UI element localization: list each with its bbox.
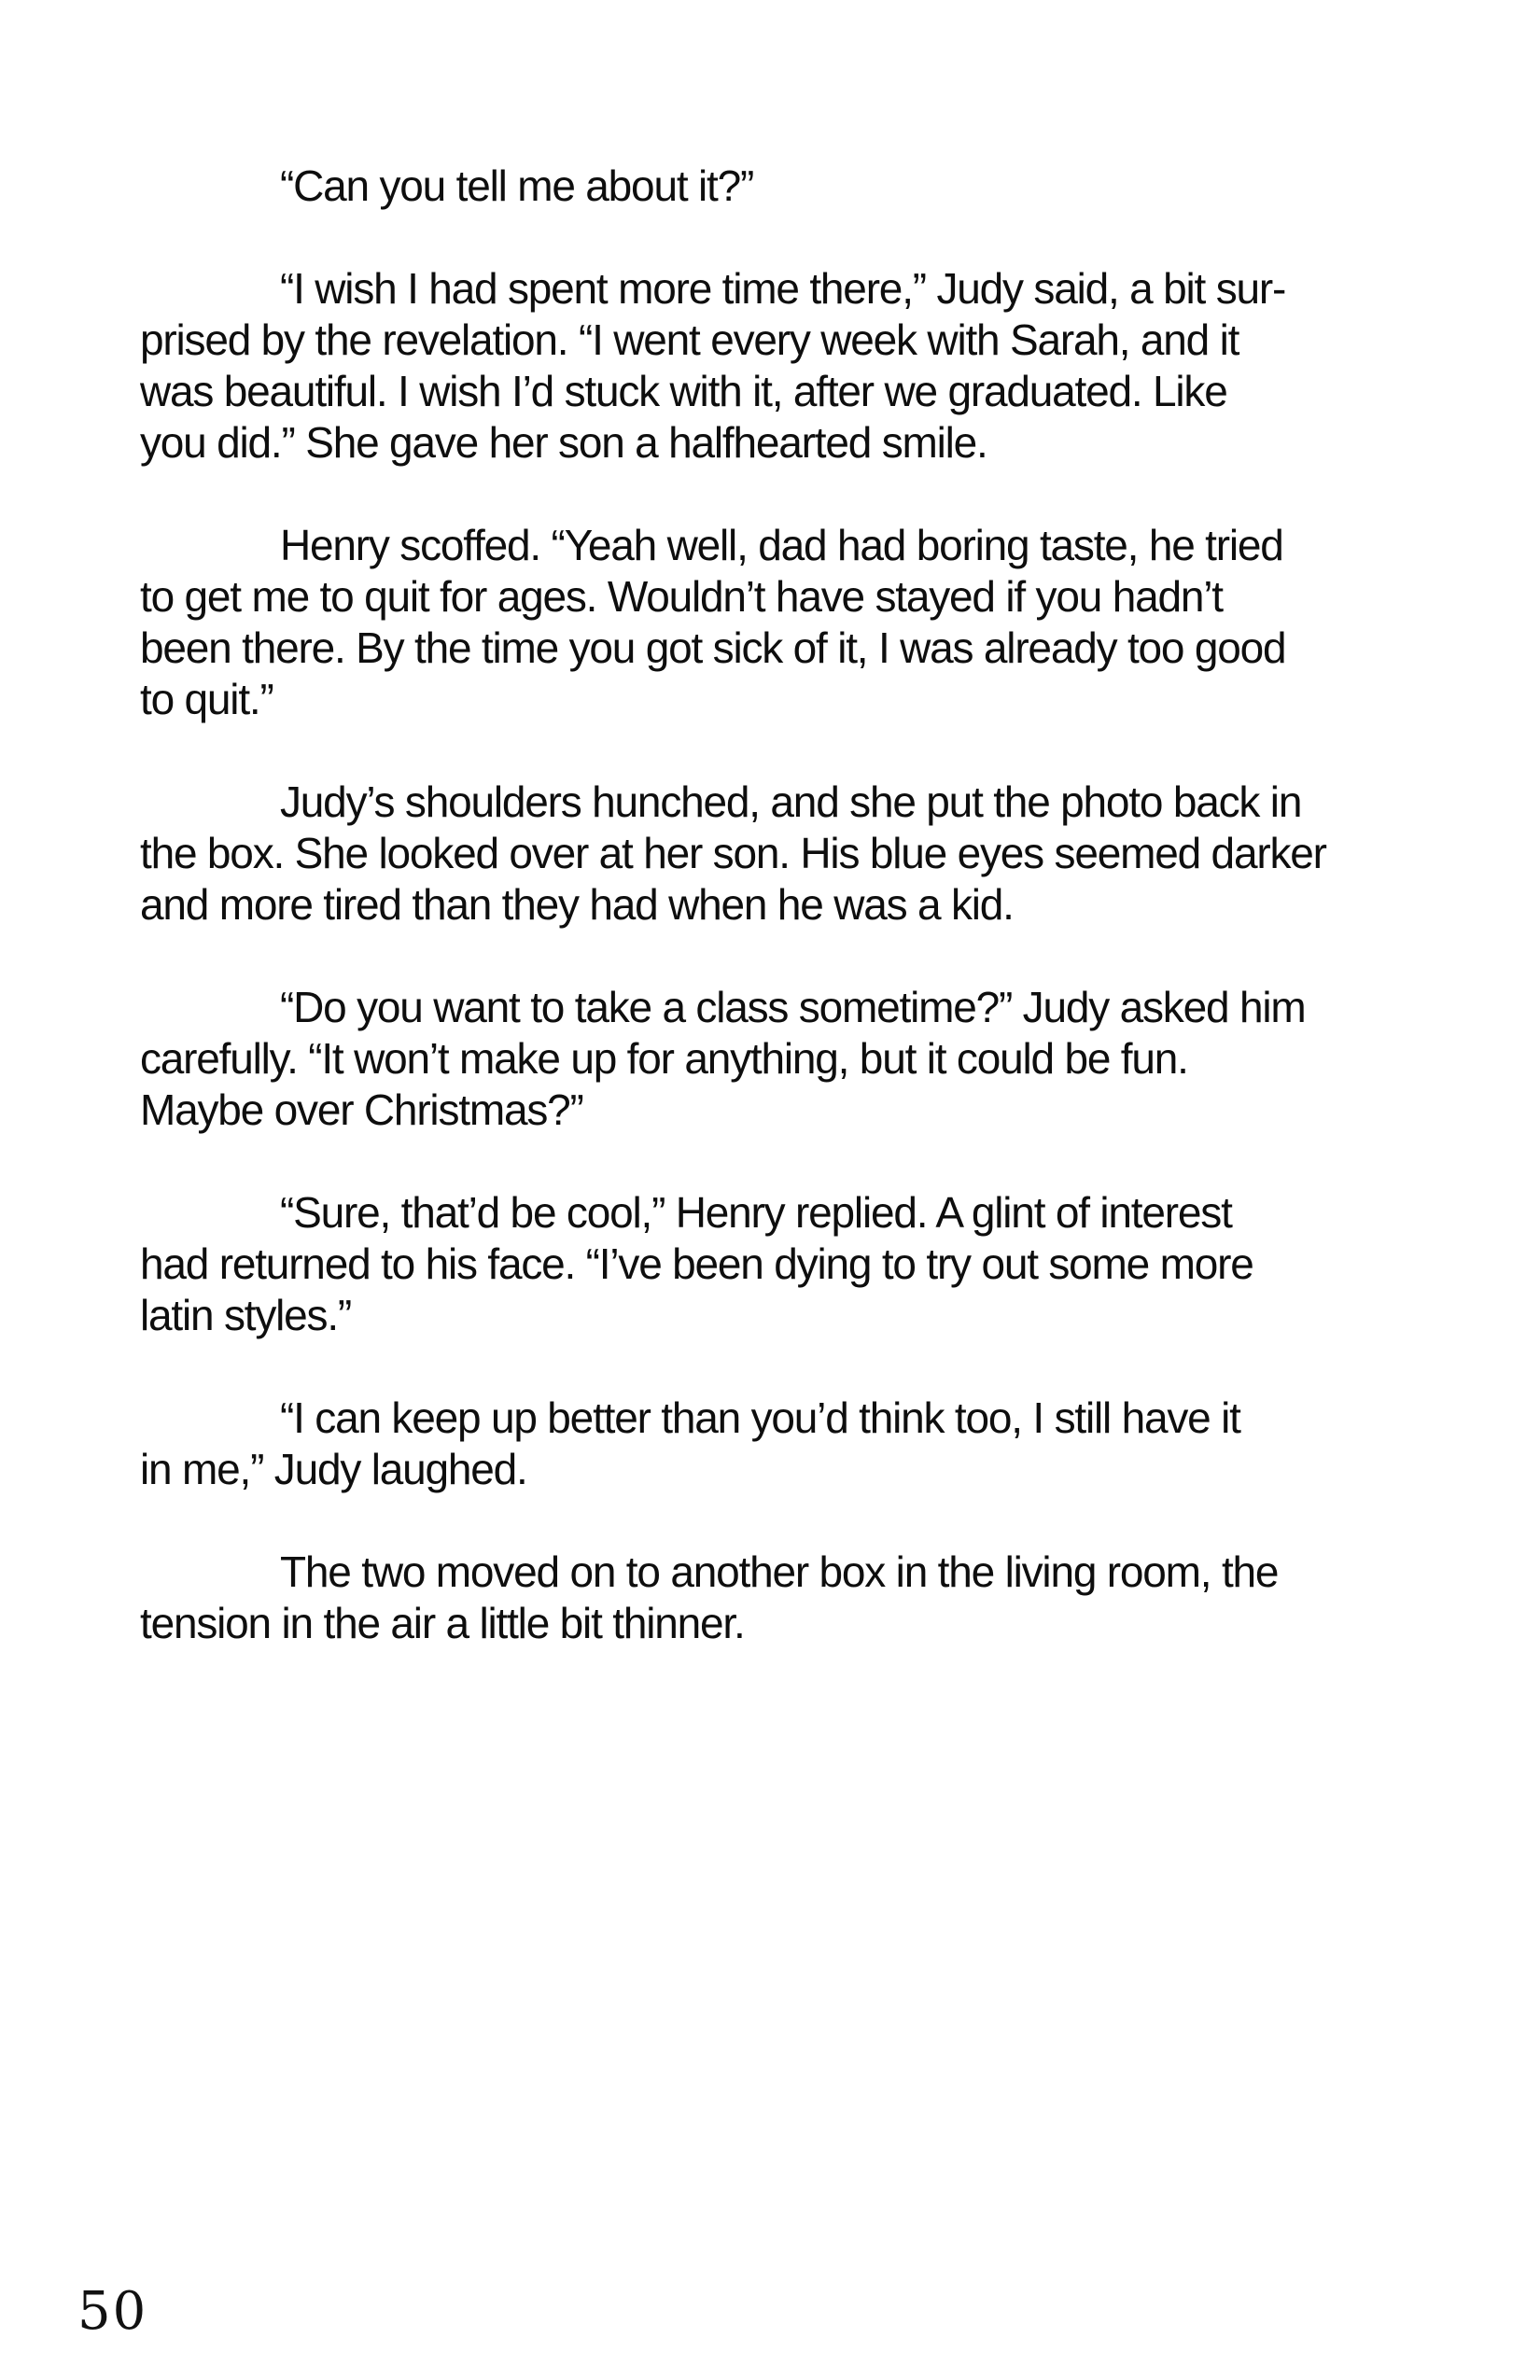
paragraph: [140, 1547, 1447, 1649]
text-line: The two moved on to another box in the living room, the: [280, 1547, 1279, 1596]
page-number: 50: [77, 2281, 148, 2342]
text-line: to quit.”: [140, 675, 273, 723]
text-line: you did.” She gave her son a halfhearted smile.: [140, 418, 987, 467]
text-line: “I can keep up better than you’d think too, I still have it: [280, 1393, 1240, 1442]
text-line: “Can you tell me about it?”: [280, 161, 754, 210]
paragraph: [140, 982, 1447, 1136]
text-line: carefully. “It won’t make up for anything, but it could be fun.: [140, 1034, 1188, 1083]
text-line: Maybe over Christmas?”: [140, 1085, 583, 1134]
text-line: and more tired than they had when he was a kid.: [140, 880, 1014, 929]
text-line: “I wish I had spent more time there,” Judy said, a bit sur-: [280, 264, 1286, 313]
text-line: “Do you want to take a class sometime?” Judy asked him: [280, 983, 1306, 1031]
paragraph: [140, 777, 1447, 931]
text-line: to get me to quit for ages. Wouldn’t have stayed if you hadn’t: [140, 572, 1223, 621]
text-block: [140, 161, 1447, 1701]
text-line: had returned to his face. “I’ve been dying to try out some more: [140, 1239, 1253, 1288]
text-line: tension in the air a little bit thinner.: [140, 1599, 745, 1647]
paragraph: [140, 1187, 1447, 1341]
text-line: the box. She looked over at her son. His blue eyes seemed darker: [140, 829, 1326, 877]
paragraph: [140, 520, 1447, 725]
paragraph: [140, 263, 1447, 469]
text-line: was beautiful. I wish I’d stuck with it, after we graduated. Like: [140, 367, 1227, 415]
text-line: latin styles.”: [140, 1291, 352, 1339]
text-line: prised by the revelation. “I went every week with Sarah, and it: [140, 315, 1239, 364]
paragraph: [140, 161, 1447, 212]
text-line: in me,” Judy laughed.: [140, 1445, 527, 1493]
text-line: Henry scoffed. “Yeah well, dad had boring taste, he tried: [280, 521, 1283, 569]
text-line: been there. By the time you got sick of it, I was already too good: [140, 623, 1286, 672]
text-line: “Sure, that’d be cool,” Henry replied. A glint of interest: [280, 1188, 1232, 1237]
paragraph: [140, 1393, 1447, 1495]
text-line: Judy’s shoulders hunched, and she put the photo back in: [280, 777, 1302, 826]
